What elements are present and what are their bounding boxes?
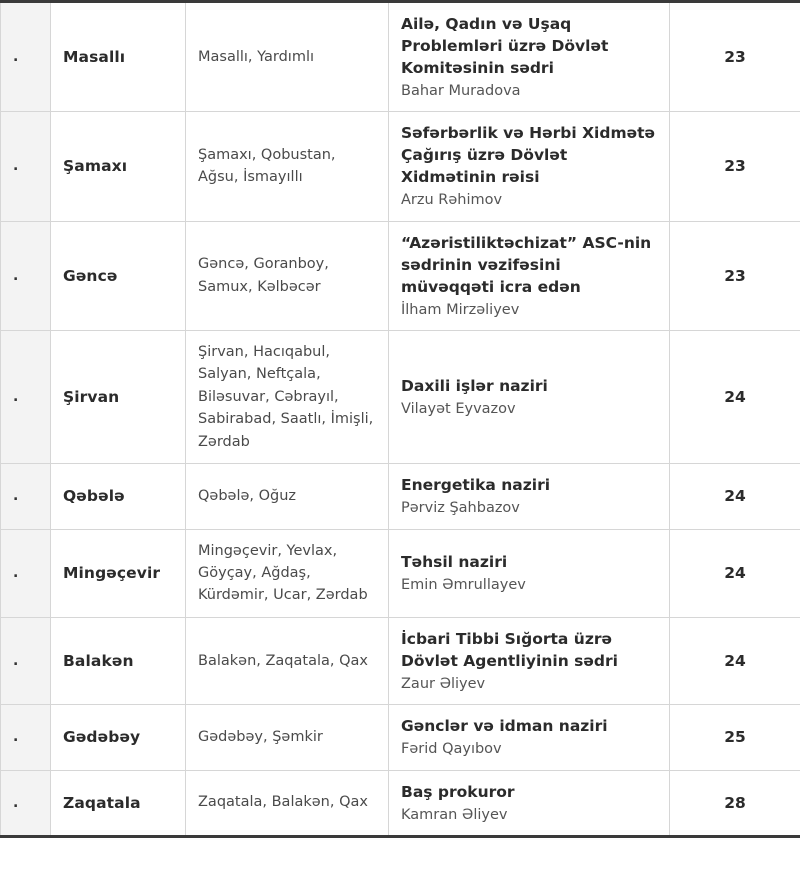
official-cell [389,529,670,617]
city-cell: Şamaxı [51,112,186,221]
day-cell: 24 [670,529,800,617]
day-cell: 25 [670,705,800,770]
official-name: Zaur Əliyev [401,675,486,692]
table-row [1,464,800,529]
row-number: . [1,221,51,330]
table-row [1,617,800,704]
table-row [1,3,800,112]
official-name: Kamran Əliyev [401,806,508,823]
regions-cell: Balakən, Zaqatala, Qax [186,617,389,704]
official-title: Gənclər və idman naziri [401,717,608,736]
row-number: . [1,617,51,704]
official-cell [389,617,670,704]
official-cell [389,705,670,770]
city-cell: Balakən [51,617,186,704]
regions-cell: Zaqatala, Balakən, Qax [186,770,389,835]
city-cell: Şirvan [51,330,186,463]
official-title: Təhsil naziri [401,553,508,572]
city-cell: Mingəçevir [51,529,186,617]
regions-cell: Masallı, Yardımlı [186,3,389,112]
regions-cell: Qəbələ, Oğuz [186,464,389,529]
regions-cell: Şirvan, Hacıqabul, Salyan, Neftçala, Biləsuvar, Cəbrayıl, Sabirabad, Saatlı, İmişli, Zərdab [186,330,389,463]
official-cell [389,221,670,330]
official-name: Pərviz Şahbazov [401,500,520,517]
day-cell: 23 [670,112,800,221]
row-number: . [1,705,51,770]
row-number: . [1,464,51,529]
official-cell [389,3,670,112]
official-name: Fərid Qayıbov [401,741,502,758]
table-row [1,221,800,330]
official-name: İlham Mirzəliyev [401,301,520,318]
official-cell [389,330,670,463]
day-cell: 23 [670,221,800,330]
official-title: Energetika naziri [401,476,551,495]
row-number: . [1,529,51,617]
official-cell [389,464,670,529]
city-cell: Gəncə [51,221,186,330]
table-row [1,705,800,770]
table-row [1,529,800,617]
regions-cell: Gədəbəy, Şəmkir [186,705,389,770]
official-name: Emin Əmrullayev [401,577,526,594]
official-title: Baş prokuror [401,782,515,801]
day-cell: 28 [670,770,800,835]
city-cell: Qəbələ [51,464,186,529]
official-cell [389,770,670,835]
table-body [1,3,800,835]
official-title: Daxili işlər naziri [401,376,548,395]
official-name: Bahar Muradova [401,83,521,99]
regions-cell: Gəncə, Goranboy, Samux, Kəlbəcər [186,221,389,330]
day-cell: 24 [670,330,800,463]
city-cell: Masallı [51,3,186,112]
official-title: Ailə, Qadın və Uşaq Problemləri üzrə Dövlət Komitəsinin sədri [401,15,609,77]
table-row [1,112,800,221]
table-row [1,770,800,835]
row-number: . [1,3,51,112]
table-row [1,330,800,463]
row-number: . [1,770,51,835]
city-cell: Gədəbəy [51,705,186,770]
regions-cell: Mingəçevir, Yevlax, Göyçay, Ağdaş, Kürdəmir, Ucar, Zərdab [186,529,389,617]
day-cell: 23 [670,3,800,112]
regions-cell: Şamaxı, Qobustan, Ağsu, İsmayıllı [186,112,389,221]
official-title: “Azəristiliktəchizat” ASC-nin sədrinin vəzifəsini müvəqqəti icra edən [401,233,652,296]
official-title: İcbari Tibbi Sığorta üzrə Dövlət Agentliyinin sədri [401,629,618,670]
official-title: Səfərbərlik və Hərbi Xidmətə Çağırış üzrə Dövlət Xidmətinin rəisi [401,124,656,187]
assignments-table [0,3,800,835]
row-number: . [1,330,51,463]
official-name: Vilayət Eyvazov [401,400,516,417]
row-number: . [1,112,51,221]
official-name: Arzu Rəhimov [401,192,503,209]
day-cell: 24 [670,617,800,704]
day-cell: 24 [670,464,800,529]
official-cell [389,112,670,221]
city-cell: Zaqatala [51,770,186,835]
